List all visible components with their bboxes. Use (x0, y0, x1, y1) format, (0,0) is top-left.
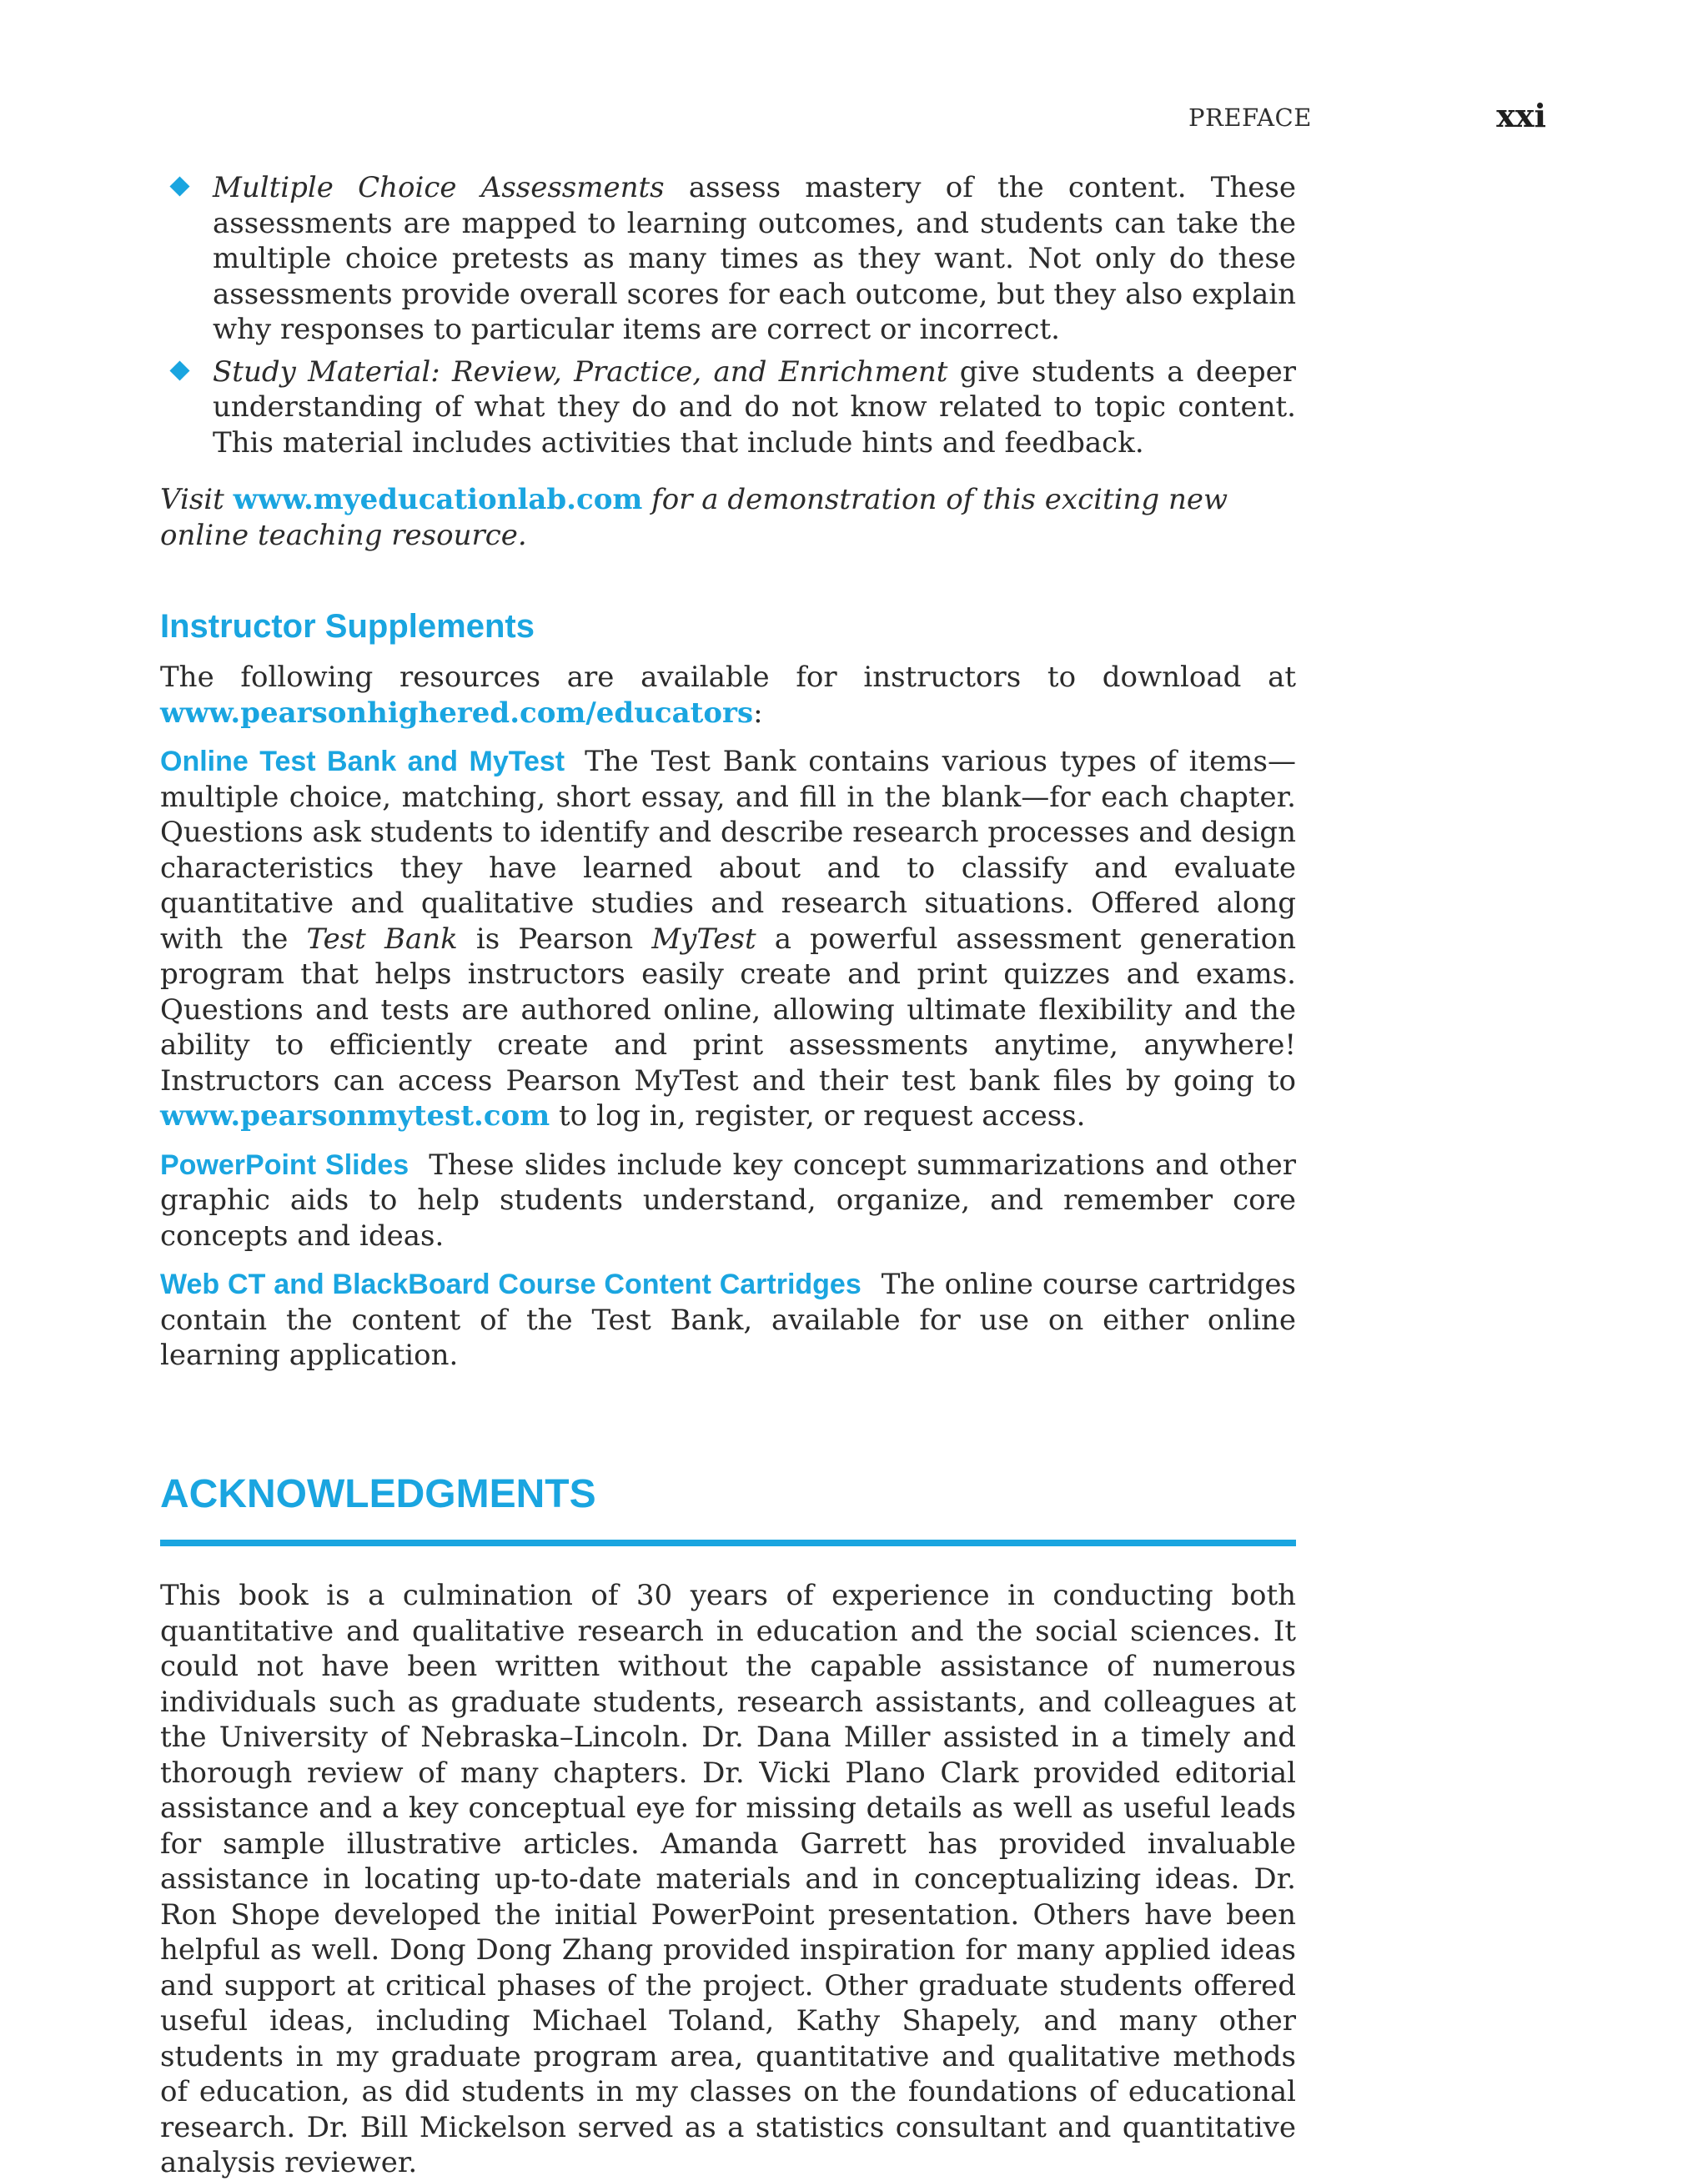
page-number: xxi (1496, 97, 1546, 134)
test-bank-heading: Online Test Bank and MyTest (160, 746, 565, 777)
bullet-text: give students a deeper understanding of what they do and do not know related to topic content. This material includes activities that include hints and feedback. (213, 354, 1296, 460)
running-head: PREFACE (1188, 103, 1312, 132)
test-bank-text-4: to log in, register, or request access. (550, 1099, 1086, 1133)
instructor-intro (160, 660, 1296, 731)
visit-note-prefix: Visit (160, 483, 234, 516)
bullet-lead: Study Material: Review, Practice, and Enrichment (213, 354, 948, 389)
myeducationlab-link[interactable]: www.myeducationlab.com (233, 483, 643, 516)
diamond-bullet-icon (169, 176, 189, 196)
test-bank-italic-2: MyTest (651, 922, 756, 956)
bullet-lead: Multiple Choice Assessments (213, 171, 665, 204)
page-content (160, 170, 1296, 2181)
test-bank-paragraph (160, 744, 1296, 1134)
feature-bullet-list (160, 170, 1296, 460)
webct-heading: Web CT and BlackBoard Course Content Cartridges (160, 1269, 862, 1300)
pearson-mytest-link[interactable]: www.pearsonmytest.com (160, 1099, 550, 1133)
acknowledgments-rule (160, 1540, 1296, 1546)
acknowledgments-heading: ACKNOWLEDGMENTS (160, 1471, 596, 1516)
test-bank-text-2: is Pearson (457, 922, 652, 956)
test-bank-italic-1: Test Bank (306, 922, 458, 956)
visit-note-suffix: for a demonstration of this exciting new online teaching resource. (160, 483, 1228, 552)
instructor-supplements-heading: Instructor Supplements (160, 608, 535, 645)
powerpoint-text: These slides include key concept summarizations and other graphic aids to help students understand, organize, and remember core concepts and ideas. (160, 1148, 1297, 1253)
webct-text: The online course cartridges contain the content of the Test Bank, available for use on either online learning application. (160, 1268, 1296, 1372)
visit-note (160, 482, 1296, 553)
test-bank-text-1: The Test Bank contains various types of items—multiple choice, matching, short essay, and fill in the blank—for each chapter. Questions ask students to identify and describe research processes and design characteristics they have learned about and to classify and evaluate quantitative and qualitative studies and research situations. Offered along with the (160, 745, 1296, 956)
acknowledgments-paragraph: This book is a culmination of 30 years of experience in conducting both quantitative and qualitative research in education and the social sciences. It could not have been written without the capable assistance of numerous individuals such as graduate students, research assistants, and colleagues at the University of Nebraska–Lincoln. Dr. Dana Miller assisted in a timely and thorough review of many chapters. Dr. Vicki Plano Clark provided editorial assistance and a key conceptual eye for missing details as well as useful leads for sample illustrative articles. Amanda Garrett has provided invaluable assistance in locating up-to-date materials and in conceptualizing ideas. Dr. Ron Shope developed the initial PowerPoint presentation. Others have been helpful as well. Dong Dong Zhang provided inspiration for many applied ideas and support at critical phases of the project. Other graduate students offered useful ideas, including Michael Toland, Kathy Shapely, and many other students in my graduate program area, quantitative and qualitative methods of education, as did students in my classes on the foundations of educational research. Dr. Bill Mickelson served as a statistics consultant and quantitative analysis reviewer. (160, 1579, 1296, 2180)
webct-paragraph (160, 1267, 1296, 1374)
instructor-intro-end: : (753, 696, 763, 730)
pearson-educators-link[interactable]: www.pearsonhighered.com/educators (160, 696, 754, 730)
powerpoint-heading: PowerPoint Slides (160, 1148, 409, 1181)
list-item (160, 354, 1296, 461)
powerpoint-paragraph (160, 1148, 1296, 1254)
test-bank-text-3: a powerful assessment generation program that helps instructors easily create and print quizzes and exams. Questions and tests are authored online, allowing ultimate flexibility and the ability to efficiently create and print assessments anytime, anywhere! Instructors can access Pearson MyTest and their test bank files by going to (160, 922, 1296, 1098)
list-item (160, 170, 1296, 348)
instructor-intro-text: The following resources are available for instructors to download at (160, 661, 1296, 694)
diamond-bullet-icon (169, 360, 189, 380)
bullet-text: assess mastery of the content. These assessments are mapped to learning outcomes, and students can take the multiple choice pretests as many times as they want. Not only do these assessments provide overall scores for each outcome, but they also explain why responses to particular items are correct or incorrect. (213, 171, 1296, 346)
